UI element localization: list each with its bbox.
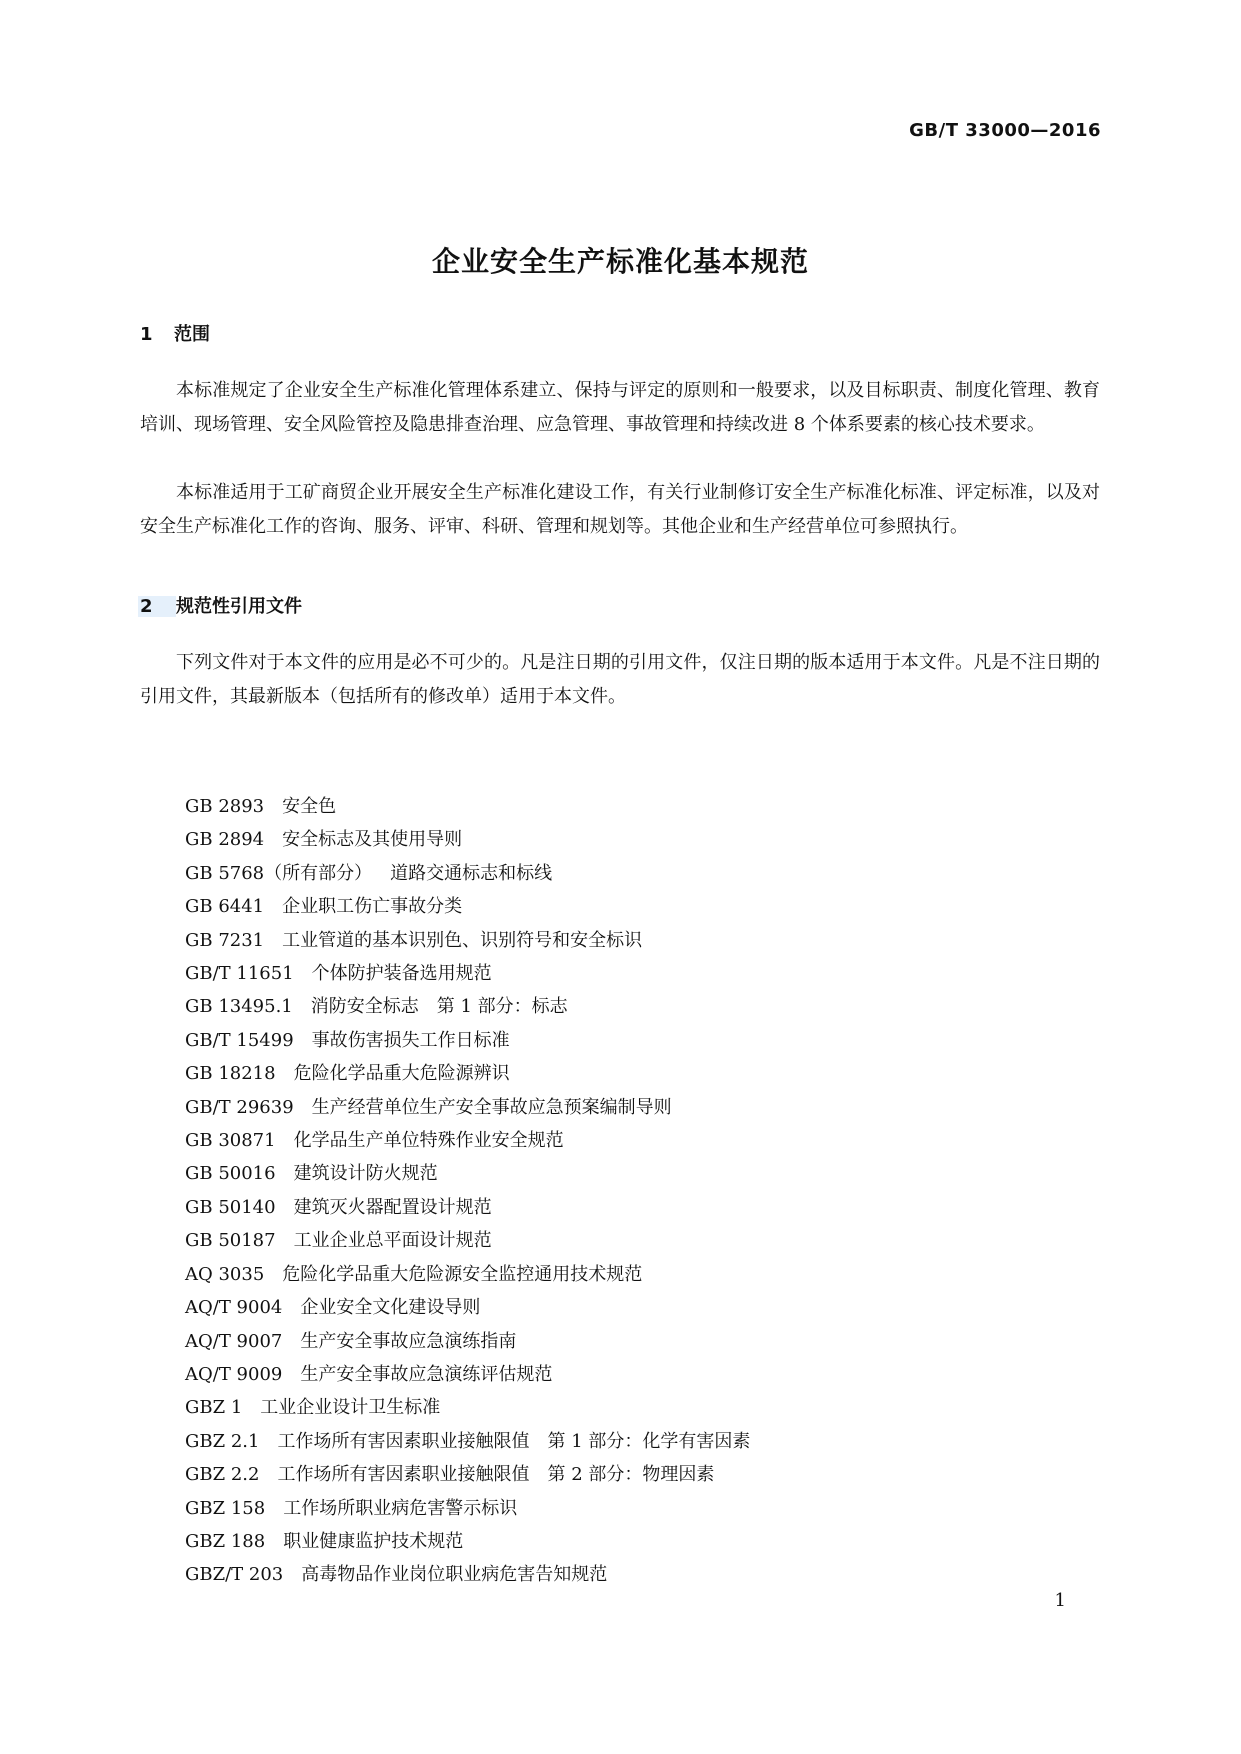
reference-title: 安全标志及其使用导则	[282, 829, 463, 851]
section-2-title: 规范性引用文件	[176, 596, 302, 617]
reference-code: GBZ 188	[185, 1530, 266, 1552]
reference-title: 职业健康监护技术规范	[283, 1530, 464, 1552]
reference-code: AQ 3035	[185, 1263, 265, 1285]
reference-code: GB 50016	[185, 1163, 276, 1185]
reference-code: GBZ 2.2	[185, 1464, 260, 1486]
reference-title: 危险化学品重大危险源安全监控通用技术规范	[282, 1263, 643, 1285]
reference-item	[185, 1057, 750, 1090]
reference-code: GB 50187	[185, 1230, 276, 1252]
reference-title: 道路交通标志和标线	[390, 862, 553, 884]
reference-code: GB 5768（所有部分）	[185, 862, 373, 884]
reference-item	[185, 1425, 750, 1458]
reference-item	[185, 1191, 750, 1224]
standard-number: GB/T 33000—2016	[909, 120, 1101, 141]
reference-title: 企业安全文化建设导则	[300, 1297, 481, 1319]
section-2-intro: 下列文件对于本文件的应用是必不可少的。凡是注日期的引用文件，仅注日期的版本适用于本文件。凡是不注日期的引用文件，其最新版本（包括所有的修改单）适用于本文件。	[140, 652, 1100, 707]
reference-item	[185, 1258, 750, 1291]
section-2-number: 2	[138, 596, 176, 617]
reference-item	[185, 1525, 750, 1558]
section-2-heading	[140, 592, 302, 618]
reference-title: 企业职工伤亡事故分类	[282, 896, 463, 918]
reference-code: GB 6441	[185, 896, 265, 918]
reference-item	[185, 924, 750, 957]
reference-title: 危险化学品重大危险源辨识	[293, 1063, 510, 1085]
page-number: 1	[1054, 1590, 1066, 1611]
section-1-heading	[140, 320, 210, 346]
reference-item	[185, 1124, 750, 1157]
reference-code: GB 18218	[185, 1063, 276, 1085]
reference-title: 工作场所有害因素职业接触限值 第 1 部分：化学有害因素	[277, 1430, 751, 1452]
reference-item	[185, 990, 750, 1023]
reference-title: 事故伤害损失工作日标准	[311, 1029, 510, 1051]
reference-title: 生产经营单位生产安全事故应急预案编制导则	[311, 1096, 672, 1118]
normative-references-list	[185, 790, 750, 1592]
reference-code: GB 7231	[185, 929, 265, 951]
reference-item	[185, 1291, 750, 1324]
reference-code: GB/T 29639	[185, 1096, 294, 1118]
reference-code: GBZ 2.1	[185, 1430, 260, 1452]
document-title: 企业安全生产标准化基本规范	[431, 245, 809, 278]
section-1-paragraph-2: 本标准适用于工矿商贸企业开展安全生产标准化建设工作，有关行业制修订安全生产标准化标准、评定标准，以及对安全生产标准化工作的咨询、服务、评审、科研、管理和规划等。其他企业和生产经营单位可参照执行。	[140, 482, 1100, 537]
reference-item	[185, 1458, 750, 1491]
reference-item	[185, 1358, 750, 1391]
reference-title: 个体防护装备选用规范	[311, 963, 492, 985]
reference-title: 安全色	[282, 796, 337, 817]
reference-title: 建筑灭火器配置设计规范	[293, 1196, 492, 1218]
reference-title: 工业管道的基本识别色、识别符号和安全标识	[282, 929, 643, 951]
reference-code: AQ/T 9007	[185, 1330, 283, 1352]
reference-code: GB/T 11651	[185, 963, 294, 985]
reference-title: 化学品生产单位特殊作业安全规范	[293, 1130, 564, 1152]
reference-item	[185, 857, 750, 890]
reference-code: GB 30871	[185, 1130, 276, 1152]
reference-code: GB 50140	[185, 1196, 276, 1218]
reference-item	[185, 957, 750, 990]
reference-title: 工业企业总平面设计规范	[293, 1230, 492, 1252]
reference-code: GBZ 1	[185, 1397, 243, 1419]
reference-item	[185, 1391, 750, 1424]
section-1-number: 1	[140, 324, 153, 345]
reference-title: 生产安全事故应急演练评估规范	[300, 1363, 553, 1385]
reference-item	[185, 1091, 750, 1124]
reference-item	[185, 890, 750, 923]
section-1-title: 范围	[174, 324, 210, 345]
reference-item	[185, 1558, 750, 1591]
reference-title: 工作场所职业病危害警示标识	[283, 1497, 518, 1519]
reference-title: 工业企业设计卫生标准	[260, 1397, 441, 1419]
reference-code: GB/T 15499	[185, 1029, 294, 1051]
reference-code: GBZ 158	[185, 1497, 266, 1519]
reference-item	[185, 790, 750, 823]
reference-code: AQ/T 9004	[185, 1297, 283, 1319]
reference-item	[185, 823, 750, 856]
reference-code: AQ/T 9009	[185, 1363, 283, 1385]
reference-code: GBZ/T 203	[185, 1564, 284, 1586]
reference-title: 工作场所有害因素职业接触限值 第 2 部分：物理因素	[277, 1464, 715, 1486]
reference-title: 高毒物品作业岗位职业病危害告知规范	[301, 1564, 608, 1586]
reference-item	[185, 1224, 750, 1257]
reference-code: GB 13495.1	[185, 996, 293, 1018]
reference-item	[185, 1492, 750, 1525]
reference-item	[185, 1325, 750, 1358]
reference-title: 消防安全标志 第 1 部分：标志	[310, 996, 568, 1018]
reference-title: 建筑设计防火规范	[293, 1163, 438, 1185]
reference-code: GB 2894	[185, 829, 265, 851]
reference-code: GB 2893	[185, 796, 265, 817]
section-1-paragraph-1: 本标准规定了企业安全生产标准化管理体系建立、保持与评定的原则和一般要求，以及目标职责、制度化管理、教育培训、现场管理、安全风险管控及隐患排查治理、应急管理、事故管理和持续改进 8 个体系要素的核心技术要求。	[140, 380, 1100, 435]
reference-item	[185, 1157, 750, 1190]
reference-title: 生产安全事故应急演练指南	[300, 1330, 517, 1352]
reference-item	[185, 1024, 750, 1057]
